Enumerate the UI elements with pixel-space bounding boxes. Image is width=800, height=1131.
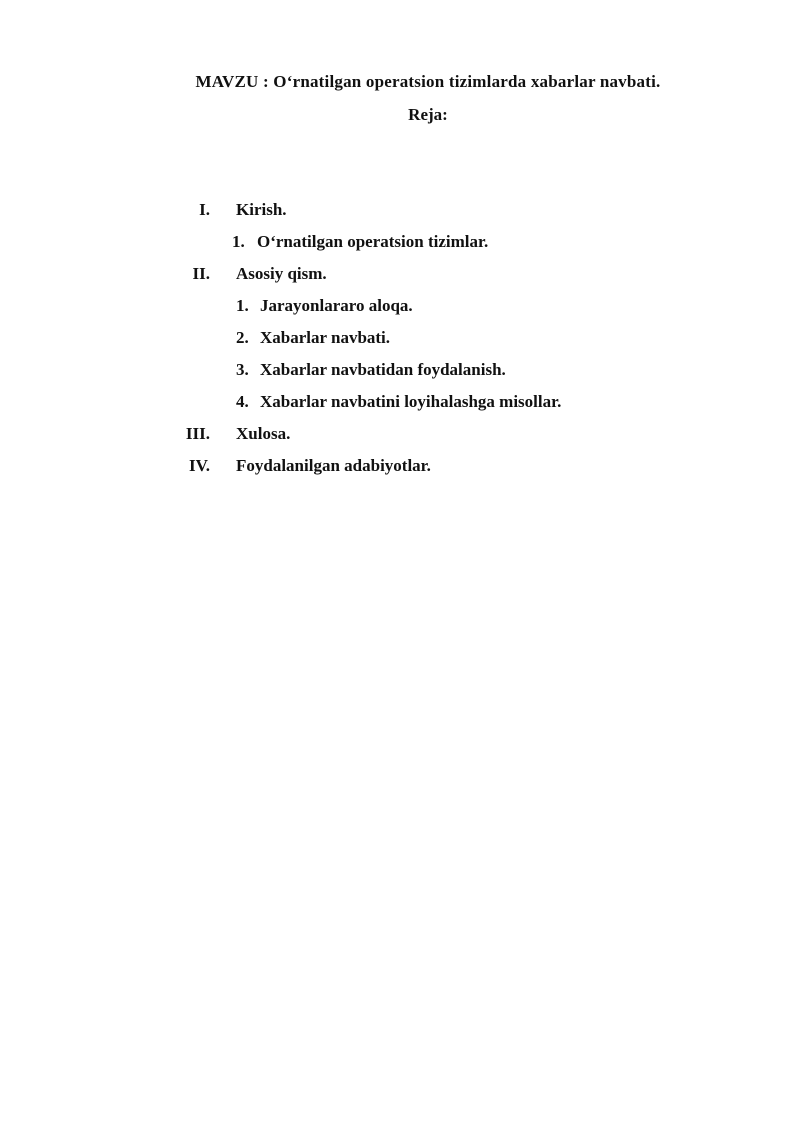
subsection-item [0,294,800,326]
subsection-item [0,326,800,358]
subsection-number: 2. [236,328,249,347]
subsection-item [0,230,800,262]
subsection-number: 3. [236,360,249,379]
section-row [0,454,800,486]
outline-section [0,198,800,262]
section-title: Foydalanilgan adabiyotlar. [236,456,431,475]
subsection-number: 1. [232,232,245,251]
subsection-title: Xabarlar navbati. [260,328,391,347]
plan-heading: Reja: [408,105,448,124]
outline-section [0,454,800,486]
subsection-number: 1. [236,296,249,315]
section-title: Kirish. [236,200,287,219]
subsection-title: Jarayonlararo aloqa. [260,296,413,315]
section-numeral: II. [192,264,210,283]
section-row [0,422,800,454]
plan-outline [0,198,800,486]
subsection-list [0,230,800,262]
subsection-list [0,294,800,422]
subsection-item [0,358,800,390]
subsection-title: O‘rnatilgan operatsion tizimlar. [257,232,489,251]
section-numeral: III. [185,424,210,443]
subsection-title: Xabarlar navbatini loyihalashga misollar. [260,392,562,411]
subsection-number: 4. [236,392,249,411]
section-row [0,262,800,294]
outline-section [0,262,800,422]
section-title: Xulosa. [236,424,291,443]
page-title: MAVZU : O‘rnatilgan operatsion tizimlarda xabarlar navbati. [195,72,661,91]
section-title: Asosiy qism. [236,264,327,283]
section-numeral: I. [199,200,210,219]
subsection-item [0,390,800,422]
section-numeral: IV. [189,456,210,475]
outline-section [0,422,800,454]
subsection-title: Xabarlar navbatidan foydalanish. [260,360,506,379]
section-row [0,198,800,230]
